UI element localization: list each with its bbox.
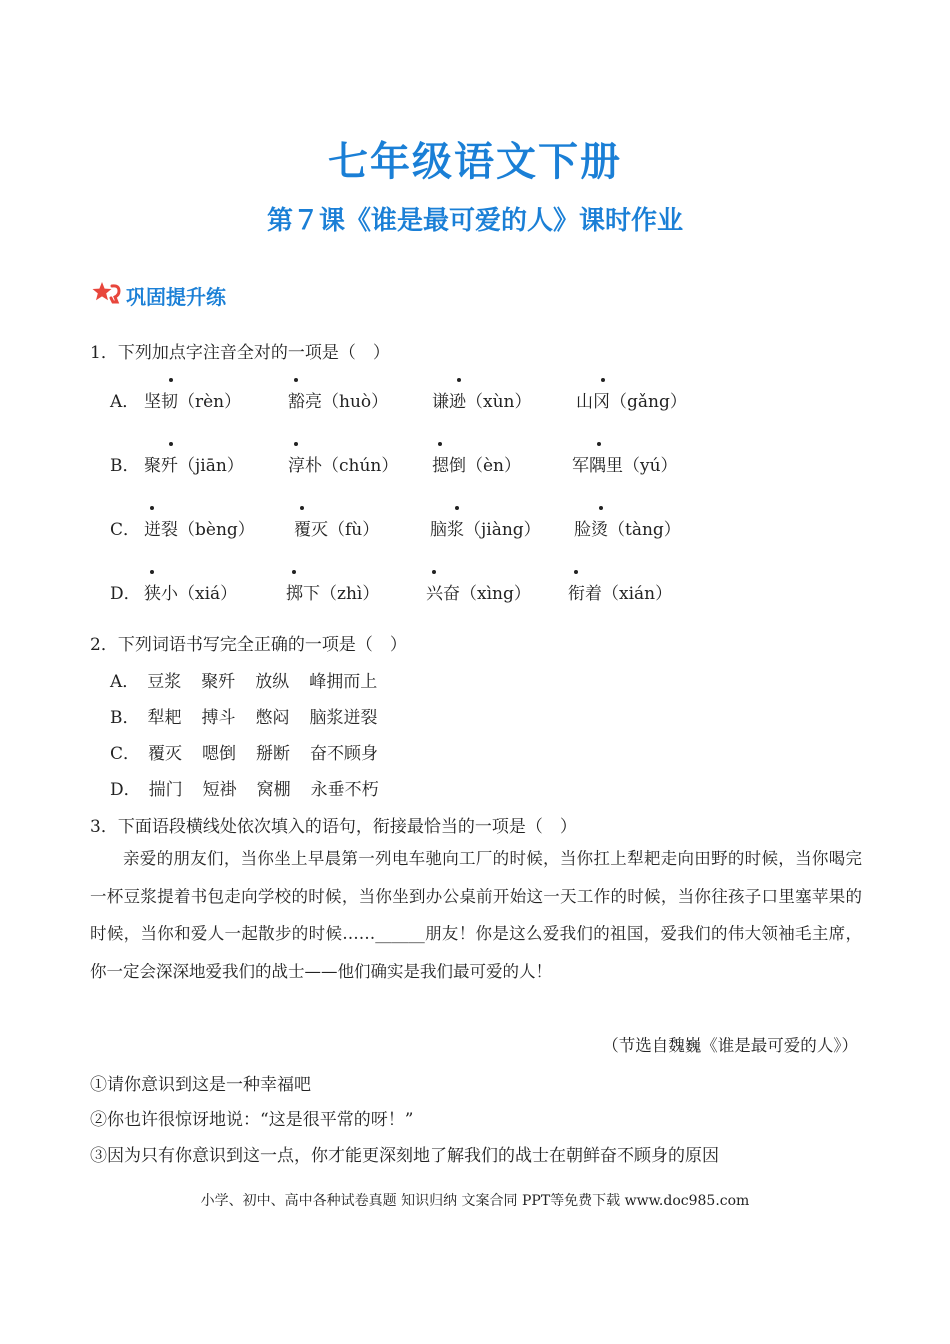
- question-1-stem: 1．下列加点字注音全对的一项是（ ）: [90, 343, 390, 363]
- answer-sentence-3: ③因为只有你意识到这一点，你才能更深刻地了解我们的战士在朝鲜奋不顾身的原因: [90, 1146, 719, 1166]
- emphasis-dot: [601, 378, 605, 382]
- option-item: 谦逊（xùn）: [432, 392, 532, 412]
- option-word: 放纵: [255, 672, 290, 692]
- star-icon: [92, 280, 124, 306]
- section-label: 巩固提升练: [126, 285, 226, 309]
- option-item: 狭小（xiá）: [144, 584, 238, 604]
- option-letter: B．: [110, 708, 140, 728]
- question-3-stem: 3．下面语段横线处依次填入的语句，衔接最恰当的一项是（ ）: [90, 817, 577, 837]
- page-title: 七年级语文下册: [328, 139, 622, 185]
- option-item: 覆灭（fù）: [294, 520, 380, 540]
- answer-sentence-2: ②你也许很惊讶地说：“这是很平常的呀！”: [90, 1110, 414, 1130]
- emphasis-dot: [150, 570, 154, 574]
- emphasis-dot: [438, 442, 442, 446]
- option-letter: A．: [110, 672, 140, 692]
- option-word: 豆浆: [147, 672, 182, 692]
- option-item: 军隅里（yú）: [572, 456, 678, 476]
- emphasis-dot: [599, 506, 603, 510]
- option-letter: C．: [110, 744, 141, 764]
- emphasis-dot: [432, 570, 436, 574]
- option-word: 嗯倒: [202, 744, 237, 764]
- option-letter: C．: [110, 520, 141, 540]
- emphasis-dot: [574, 570, 578, 574]
- page-footer: 小学、初中、高中各种试卷真题 知识归纳 文案合同 PPT等免费下载 www.doc985.com: [200, 1193, 750, 1209]
- option-item: 山冈（gǎng）: [576, 392, 687, 412]
- option-word: 峰拥而上: [309, 672, 378, 692]
- option-word: 短褂: [202, 780, 237, 800]
- option-word: 覆灭: [148, 744, 183, 764]
- option-letter: B．: [110, 456, 140, 476]
- emphasis-dot: [455, 506, 459, 510]
- passage-source: （节选自魏巍《谁是最可爱的人》）: [602, 1036, 858, 1055]
- option-item: 脑浆（jiàng）: [430, 520, 541, 540]
- q2-option-c: [110, 739, 398, 764]
- option-item: 摁倒（èn）: [432, 456, 522, 476]
- emphasis-dot: [150, 506, 154, 510]
- reading-passage: 亲爱的朋友们，当你坐上早晨第一列电车驰向工厂的时候，当你扛上犁耙走向田野的时候，当你喝完一杯豆浆提着书包走向学校的时候，当你坐到办公桌前开始这一天工作的时候，当你往孩子口里塞苹果的时候，当你和爱人一起散步的时候……______朋友！你是这么爱我们的祖国，爱我们的伟大领袖毛主席，你一定会深深地爱我们的战士——他们确实是我们最可爱的人！: [90, 849, 862, 981]
- emphasis-dot: [294, 442, 298, 446]
- option-letter: A．: [110, 392, 140, 412]
- page-subtitle: 第７课《谁是最可爱的人》课时作业: [266, 206, 683, 236]
- option-word: 犁耙: [147, 708, 182, 728]
- option-word: 奋不顾身: [310, 744, 379, 764]
- option-item: 迸裂（bèng）: [144, 520, 255, 540]
- q2-option-d: [110, 775, 399, 800]
- option-word: 永垂不朽: [310, 780, 379, 800]
- emphasis-dot: [597, 442, 601, 446]
- answer-sentence-1: ①请你意识到这是一种幸福吧: [90, 1075, 311, 1095]
- emphasis-dot: [292, 570, 296, 574]
- option-item: 衔着（xián）: [568, 584, 673, 604]
- option-word: 窝棚: [256, 780, 291, 800]
- option-item: 坚韧（rèn）: [144, 392, 242, 412]
- emphasis-dot: [169, 442, 173, 446]
- option-word: 掰断: [256, 744, 291, 764]
- emphasis-dot: [457, 378, 461, 382]
- option-item: 脸烫（tàng）: [574, 520, 681, 540]
- emphasis-dot: [294, 378, 298, 382]
- q2-option-a: [110, 667, 397, 692]
- option-word: 揣门: [148, 780, 183, 800]
- option-item: 掷下（zhì）: [286, 584, 380, 604]
- q2-option-b: [110, 703, 398, 728]
- option-item: 兴奋（xìng）: [426, 584, 531, 604]
- option-word: 搏斗: [201, 708, 236, 728]
- option-item: 聚歼（jiān）: [144, 456, 244, 476]
- option-letter: D．: [110, 584, 141, 604]
- option-item: 淳朴（chún）: [288, 456, 399, 476]
- emphasis-dot: [169, 378, 173, 382]
- question-2-stem: 2．下列词语书写完全正确的一项是（ ）: [90, 635, 407, 655]
- option-letter: D．: [110, 780, 141, 800]
- option-item: 豁亮（huò）: [288, 392, 389, 412]
- option-word: 聚歼: [201, 672, 236, 692]
- emphasis-dot: [300, 506, 304, 510]
- option-word: 憋闷: [255, 708, 290, 728]
- option-word: 脑浆迸裂: [309, 708, 378, 728]
